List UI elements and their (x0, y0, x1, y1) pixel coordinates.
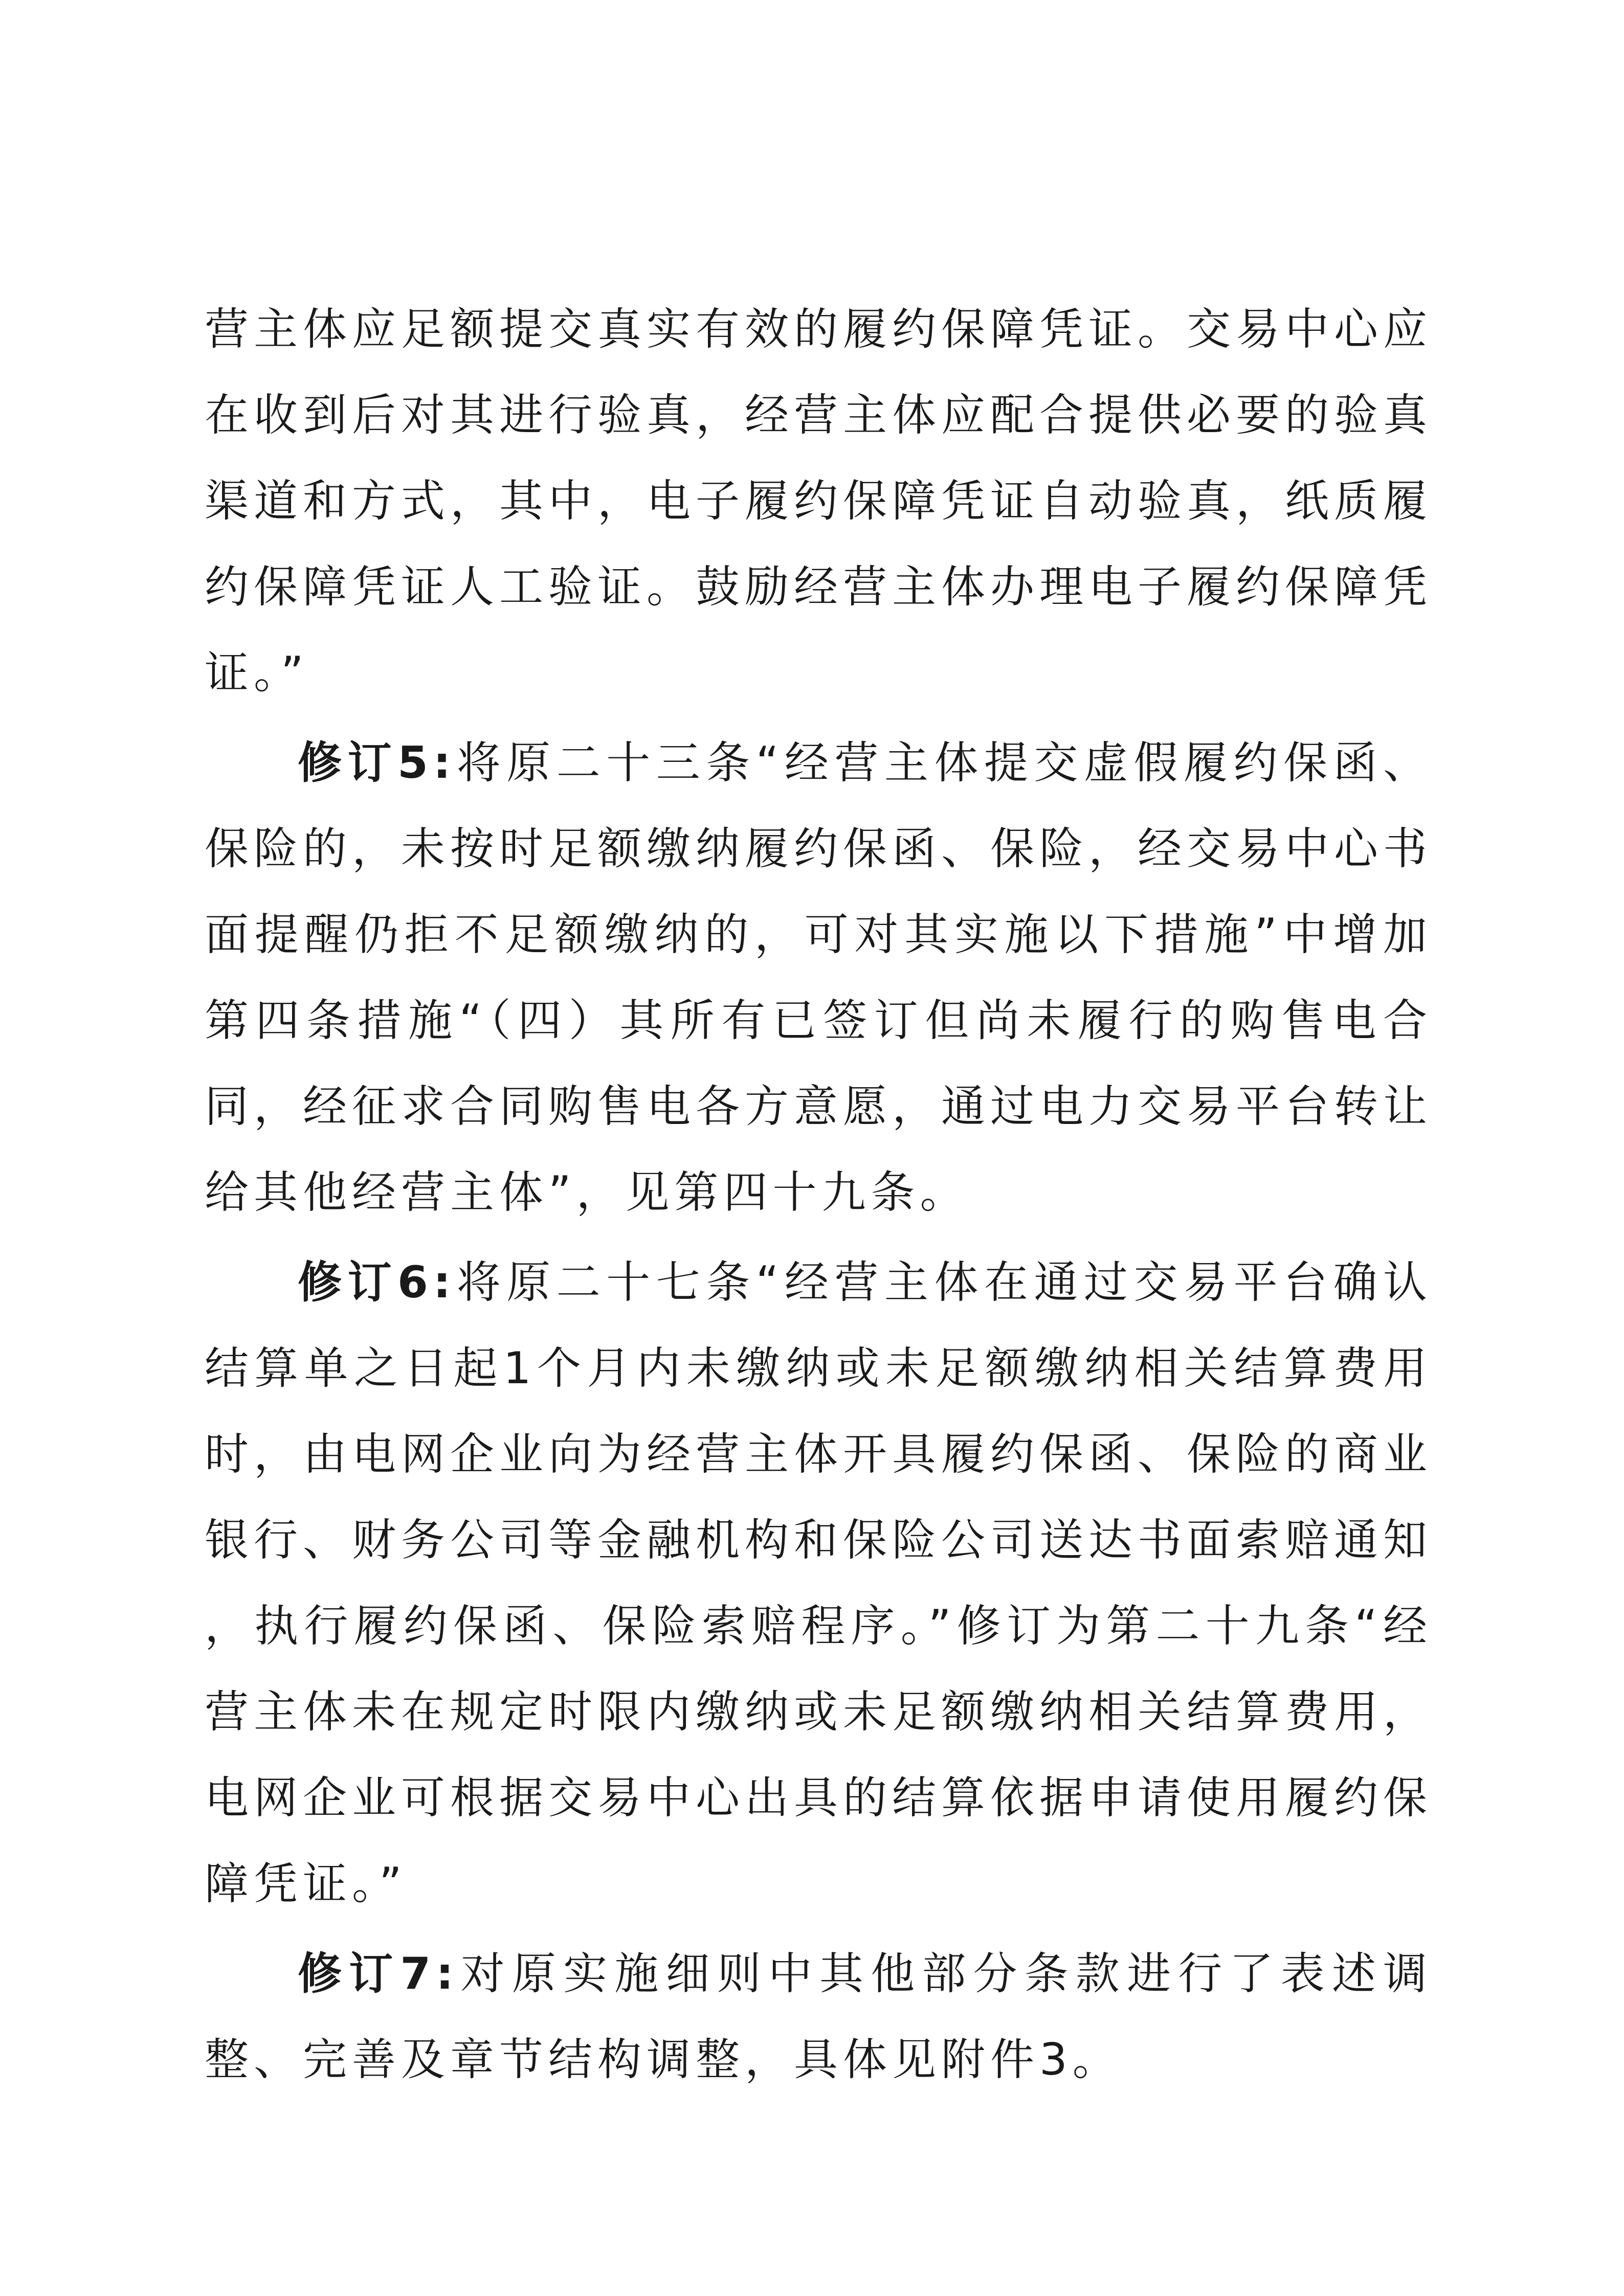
revision-label: 修订5: (298, 737, 456, 789)
paragraph-text: 将原二十三条“经营主体提交虚假履约保函、保险的，未按时足额缴纳履约保函、保险，经交易中心书面提醒仍拒不足额缴纳的，可对其实施以下措施”中增加第四条措施“（四）其所有已签订但尚未履行的购售电合同，经征求合同购售电各方意愿，通过电力交易平台转让给其他经营主体”，见第四十九条。 (205, 737, 1432, 1218)
paragraph-text: 将原二十七条“经营主体在通过交易平台确认结算单之日起1个月内未缴纳或未足额缴纳相关结算费用时，由电网企业向为经营主体开具履约保函、保险的商业银行、财务公司等金融机构和保险公司送达书面索赔通知，执行履约保函、保险索赔程序。”修订为第二十九条“经营主体未在规定时限内缴纳或未足额缴纳相关结算费用，电网企业可根据交易中心出具的结算依据申请使用履约保障凭证。” (205, 1257, 1432, 1909)
paragraph-revision-6 (205, 1240, 1432, 1927)
document-body (205, 286, 1432, 2107)
paragraph-revision-7 (205, 1931, 1432, 2103)
paragraph-text: 对原实施细则中其他部分条款进行了表述调整、完善及章节结构调整，具体见附件3。 (205, 1948, 1433, 2085)
paragraph-text: 营主体应足额提交真实有效的履约保障凭证。交易中心应在收到后对其进行验真，经营主体应配合提供必要的验真渠道和方式，其中，电子履约保障凭证自动验真，纸质履约保障凭证人工验证。鼓励经营主体办理电子履约保障凭证。” (205, 304, 1432, 699)
paragraph-continuation (205, 286, 1432, 716)
paragraph-revision-5 (205, 720, 1432, 1235)
revision-label: 修订7: (298, 1948, 459, 1999)
revision-label: 修订6: (298, 1257, 456, 1308)
